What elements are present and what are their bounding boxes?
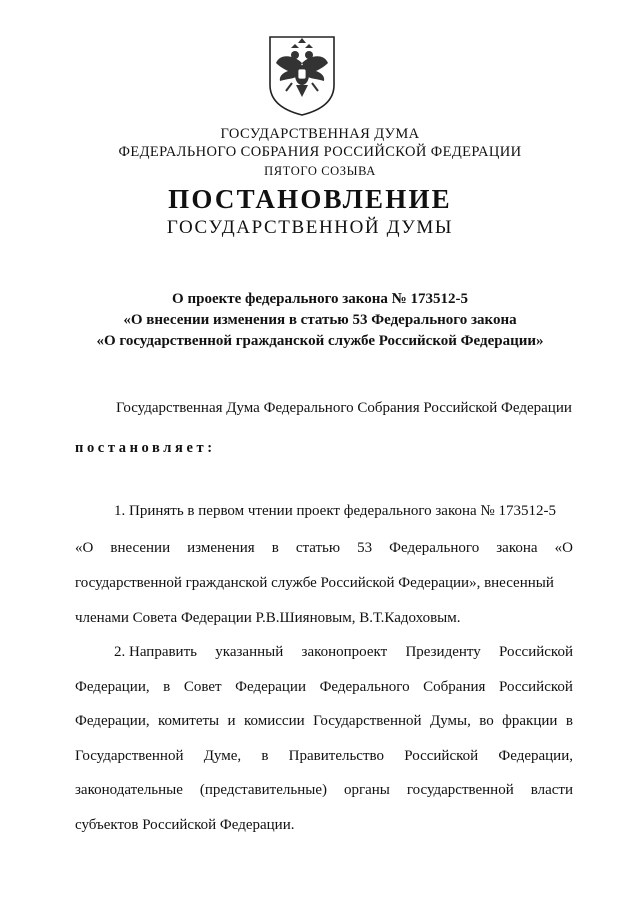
word: законопроект <box>301 644 388 660</box>
word: Федерации, <box>498 748 573 764</box>
double-headed-eagle-icon <box>266 33 338 117</box>
word: власти <box>530 782 573 798</box>
word: органы <box>343 782 390 798</box>
resolves-word: постановляет: <box>75 440 216 456</box>
word: Собрания <box>423 679 486 695</box>
convocation: ПЯТОГО СОЗЫВА <box>264 164 376 178</box>
word: законодательные <box>75 782 183 798</box>
word: фракции <box>502 713 558 729</box>
para2-line1 <box>114 642 573 662</box>
word: 2. Направить <box>114 644 197 660</box>
word: Федерального <box>319 679 410 695</box>
subject-line-3: «О государственной гражданской службе Российской Федерации» <box>96 333 544 349</box>
para2-line6: субъектов Российской Федерации. <box>75 817 295 833</box>
subject-line-2: «О внесении изменения в статью 53 Федерального закона <box>123 312 517 328</box>
word: (представительные) <box>199 782 327 798</box>
word: Федерации, <box>75 713 150 729</box>
para1-line2 <box>75 538 573 558</box>
word: Совет <box>183 679 222 695</box>
word: «О <box>554 540 573 556</box>
word: изменения <box>187 540 255 556</box>
word: Думе, <box>203 748 242 764</box>
para1-line1: 1. Принять в первом чтении проект федерального закона № 173512-5 <box>114 503 556 519</box>
word: указанный <box>215 644 284 660</box>
state-emblem <box>266 33 338 117</box>
para1-line4: членами Совета Федерации Р.В.Шияновым, В.Т.Кадоховым. <box>75 610 461 626</box>
word: комитеты <box>158 713 220 729</box>
word: государственной <box>406 782 514 798</box>
word: Государственной <box>75 748 184 764</box>
para1-line3: государственной гражданской службе Российской Федерации», внесенный <box>75 575 554 591</box>
word: Федерации, <box>75 679 150 695</box>
issuer-parliament: ФЕДЕРАЛЬНОГО СОБРАНИЯ РОССИЙСКОЙ ФЕДЕРАЦИИ <box>118 144 522 160</box>
document-issuer: ГОСУДАРСТВЕННОЙ ДУМЫ <box>166 217 454 238</box>
word: Российской <box>499 679 573 695</box>
word: в <box>271 540 279 556</box>
para2-line2 <box>75 677 573 697</box>
word: во <box>479 713 494 729</box>
subject-line-1: О проекте федерального закона № 173512-5 <box>172 291 468 307</box>
word: в <box>565 713 573 729</box>
preamble: Государственная Дума Федерального Собрания Российской Федерации <box>116 400 572 416</box>
word: Российской <box>404 748 479 764</box>
word: в <box>163 679 171 695</box>
word: «О <box>75 540 94 556</box>
word: закона <box>496 540 538 556</box>
word: Федерального <box>389 540 480 556</box>
word: Федерации <box>235 679 306 695</box>
word: Президенту <box>405 644 481 660</box>
para2-line4 <box>75 746 573 766</box>
word: комиссии <box>244 713 305 729</box>
word: Российской <box>499 644 573 660</box>
word: Думы, <box>429 713 471 729</box>
word: Правительство <box>288 748 385 764</box>
issuer-name: ГОСУДАРСТВЕННАЯ ДУМА <box>220 126 420 142</box>
word: Государственной <box>313 713 422 729</box>
word: внесении <box>110 540 171 556</box>
word: и <box>227 713 236 729</box>
para2-line3 <box>75 711 573 731</box>
para2-line5 <box>75 780 573 800</box>
word: 53 <box>357 540 373 556</box>
word: в <box>261 748 269 764</box>
document-type: ПОСТАНОВЛЕНИЕ <box>168 184 452 214</box>
word: статью <box>295 540 341 556</box>
